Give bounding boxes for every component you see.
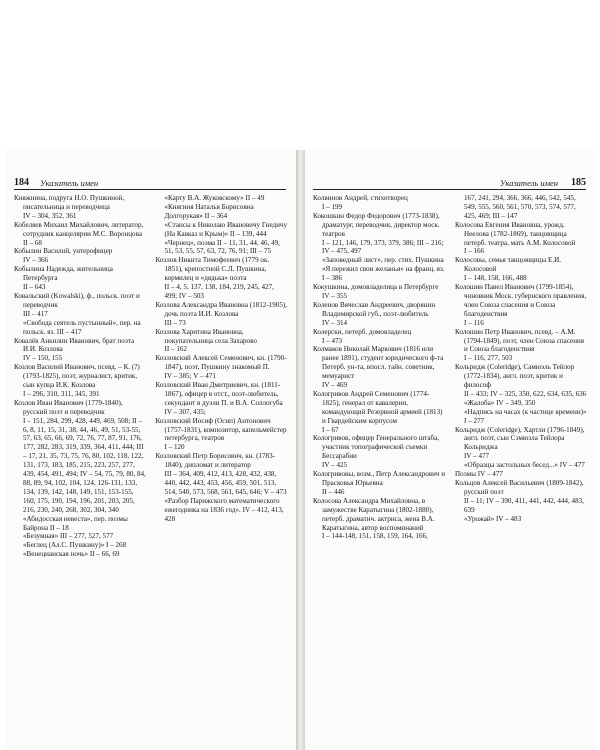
index-entry: I – 296, 310, 311, 345, 391 [23,389,100,398]
index-entry: Ковальский (Kowalski), ф., польск. поэт и переводчик [14,291,140,309]
index-entry: 167, 241, 294, 366, 366, 446, 542, 545, 549, 555, 560, 561, 570, 573, 574, 577, 425, 469; III – 147 [464,194,576,220]
index-entry: II – 11; IV – 390, 411, 441, 442, 444, 483, 639 [464,496,584,514]
right-page [305,150,596,750]
left-column-1 [14,194,147,744]
index-entry: II – 162 [164,345,187,354]
index-entry: «Княгиня Наталья Борисовна Долгорукая» II – 364 [164,202,254,220]
index-entry: III – 73 [164,318,186,327]
index-entry: II – 446 [322,487,345,496]
right-page-columns [313,194,588,744]
index-entry: II – 4, 5, 137, 138, 184, 219, 245, 427, 499; IV – 503 [164,283,274,300]
index-entry: Коленов Вячеслав Андреевич, дворянин Владимирской губ., поэт-любитель [313,300,436,318]
index-entry: I – 166 [464,247,485,256]
index-entry: Козловский Иосиф (Осип) Антонович (1757-1831), композитор, капельмейстер петербурга, театров [155,416,287,443]
index-entry: Кологривов Андрей Семенович (1774-1825), генерал от кавалерии, командующий Резервной армией (1813) и Гвардейским корпусом [313,389,443,425]
index-entry: Колосова Евгения Ивановна, урожд. Неелова (1782-1869), танцовщица петерб. театра, мать А.М. Колосовой [455,220,576,247]
index-entry: II – 643 [23,283,46,292]
index-entry: I – 120 [164,443,185,452]
index-entry: IV – 425 [322,461,348,470]
index-entry: Колошин Петр Иванович, псевд. – А.М. (1794-1849), поэт, член Союза спасения и Союза благоденствия [455,327,585,354]
index-entry: II – 68 [23,238,42,247]
index-entry: Колошин Павел Иванович (1799-1854), чиновник Моск. губернского правления, член Союза спасения и Союза благоденствия [455,283,587,318]
index-entry: II – 433; IV – 325, 350, 622, 634, 635, 636 [464,389,587,398]
index-entry: Кольридж (Coleridge), Хартли (1796-1849), англ. поэт, сын Сэмюэла Тейлора Кольриджа [455,425,585,452]
index-entry: IV – 304, 352, 361 [23,211,77,220]
index-entry: «Абидосская невеста», пер. поэмы Байрона II – 18 [23,514,128,532]
index-entry: Кобеляев Михаил Михайлович, литератор, сотрудник канцелярии М.С. Воронцова [14,220,144,238]
index-entry: III – 417 [23,309,48,318]
right-column-2 [455,194,588,744]
index-entry: «Венецианская ночь» II – 66, 69 [23,550,120,559]
index-entry: IV – 469 [322,381,348,390]
index-entry: Колосовы, семья танцовщицы Е.И. Колосовой [455,256,562,274]
index-entry: Козловский Иван Дмитриевич, кн. (1811-1867), офицер в отст., поэт-любитель, секундант в дуэли П. и В.А. Соллогуба [155,381,283,407]
index-entry: III – 364, 409, 412, 413, 428, 432, 438, 440, 442, 443, 453, 456, 459, 501, 513, 514, 540, 573, 568, 561, 645, 646; V – 473 [164,470,287,496]
index-entry: I – 199 [322,202,343,211]
index-entry: I – 116, 277, 503 [464,354,513,363]
index-entry: IV – 150, 155 [23,354,63,363]
index-entry: Кобылин Василий, унтерофицер [14,247,113,256]
index-entry: Поэмы IV – 477 [455,470,503,479]
index-entry: «Чернец», поэма II – 11, 31, 44, 46, 49, 51, 53, 55, 57, 63, 72, 76, 91; III – 75 [164,238,280,256]
index-entry: «Разбор Парижского математического ежегодника на 1836 год». IV – 412, 413, 428 [164,496,284,523]
index-entry: I – 121, 146, 179, 373, 379, 386; III – 216; IV – 475, 497 [322,238,444,256]
index-entry: «Жалоба» IV – 349, 350 [464,398,536,407]
index-entry: Ковалёв Анкилин Иванович, брат поэта И.И. Козлова [14,336,135,354]
index-entry: «Безумная» III – 277, 527, 577 [23,532,114,541]
index-entry: «Урожай» IV – 483 [464,514,522,523]
index-entry: Козлов Василий Иванович, псевд. – К. (?) (1793-1825), поэт, журналист, критик, сын купца И.К. Козлова [14,363,140,390]
book-spread [6,150,596,750]
right-page-header [313,175,586,190]
right-running-title: Указатель имен [499,178,558,188]
left-running-title: Указатель имен [40,178,99,188]
index-entry: Колерски, петерб. домовладелец [313,327,412,336]
left-page-number: 184 [14,177,29,188]
index-entry: Колосова Александра Михайловна, в замужестве Каратыгина (1802-1880), петерб. драматич. актриса, жена В.А. Каратыгина, автор воспоминаний [313,496,435,532]
index-entry: Козлов Никита Тимофеевич (1779 ок. 1851), крепостной С.Л. Пушкина, кормилец и «дядька» поэта [155,256,270,283]
index-entry: «Стансы к Николаю Ивановичу Гнедичу (На Кавказ и Крым)» II – 139, 444 [164,220,288,238]
index-entry: «Образцы застольных бесед...» IV – 477 [464,461,585,470]
left-page-columns [14,194,288,744]
right-column-1 [313,194,446,744]
index-entry: Кологривовы, возм., Петр Александрович и Прасковья Юрьевна [313,470,446,487]
index-entry: Кологривов, офицер Генерального штаба, участник топографической съемки Бессарабии [313,434,440,461]
index-entry: I – 151, 284, 299, 428, 449, 469, 508; II – 6, 8, 11, 15, 31, 38, 44, 46, 49, 51, 53-55, 57, 63, 65, 66, 69, 72, 76, 77, 87, 91, 176, 177, 282, 283, 319, 339, 364, 411, 444; III – 17, 21, 35, 73, 75, 76, 80, 102, 118, 122, 131, 173, 183, 185, 215, 223, 257, 277, 439, 454, 491, 494; IV – 54, 75, 79, 80, 84, 88, 89, 94, 102, 104, 124, 126-131, 133, 134, 139, 142, 148, 149, 151, 153-155, 160, 175, 190, 194, 196, 201, 203, 205, 216, 230, 240, 268, 302, 304, 340 [23,416,146,514]
index-entry: Козловский Алексей Семенович, кн. (1790-1847), поэт, Пушкину знакомый П. [155,354,287,372]
book-gutter [296,150,305,750]
index-entry: Кольцов Алексей Васильевич (1809-1842), русский поэт [455,479,584,496]
index-entry: Кокушкина, домовладелица в Петербурге [313,283,439,292]
index-entry: Козловский Петр Борисович, кн. (1783-1840), дипломат и литератор [155,452,275,470]
index-entry: IV – 366 [23,256,49,265]
index-entry: IV – 314 [322,318,348,327]
right-page-number: 185 [571,177,586,188]
index-entry: «Карту В.А. Жуковскому» II – 49 [164,194,265,202]
index-entry: Кокошкин Федор Федорович (1773-1838), драматург, переводчик, директор моск. театров [313,211,440,238]
index-entry: Колвинов Андрей, стихотворец [313,194,408,202]
index-entry: «Свобода сеятель пустынный», пер. на польск. яз. III – 417 [23,318,141,336]
index-entry: I – 116 [464,318,484,327]
index-entry: Козлова Александра Ивановна (1812-1905), дочь поэта И.И. Козлова [155,300,288,318]
index-entry: IV – 385; V – 471 [164,372,216,381]
left-column-2 [156,194,289,744]
index-entry: «Заповедный лист», пер. стих. Пушкина «Я пережил свои желанья» на франц. яз. I – 386 [322,256,445,283]
index-entry: I – 144-148, 151, 158, 159, 164, 166, [322,532,428,541]
index-entry: Кольридж (Coleridge), Самюэль Тейлор (1772-1834), англ. поэт, критик и философ [455,363,575,390]
index-entry: I – 67 [322,425,339,434]
left-page-header [14,175,286,190]
index-entry: «Беглец (Ал.С. Пушкину)» I – 268 [23,541,127,550]
index-entry: Козлов Иван Иванович (1779-1840), русский поэт и переводчик [14,398,123,416]
index-entry: Княжнина, подруга Н.О. Пушкиной, писательница и переводчица [14,194,125,211]
left-page [6,150,296,750]
index-entry: I – 148, 158, 166, 488 [464,274,527,283]
index-entry: IV – 355 [322,291,348,300]
index-entry: Колмаков Николай Маркович (1816 или ранее 1891), студент юридического ф-та Петерб. ун-та, впосл. тайн. советник, мемуарист [313,345,444,381]
index-entry: IV – 307, 435; [164,407,206,416]
index-entry: IV – 477 [464,452,490,461]
index-entry: Кобылина Надежда, жительница Петербурга [14,265,113,283]
index-entry: «Надпись на часах (к частице времени)» I – 277 [464,407,587,425]
index-entry: Козлова Харитина Ивановна, покупательница села Захарово [155,327,257,345]
index-entry: I – 473 [322,336,343,345]
